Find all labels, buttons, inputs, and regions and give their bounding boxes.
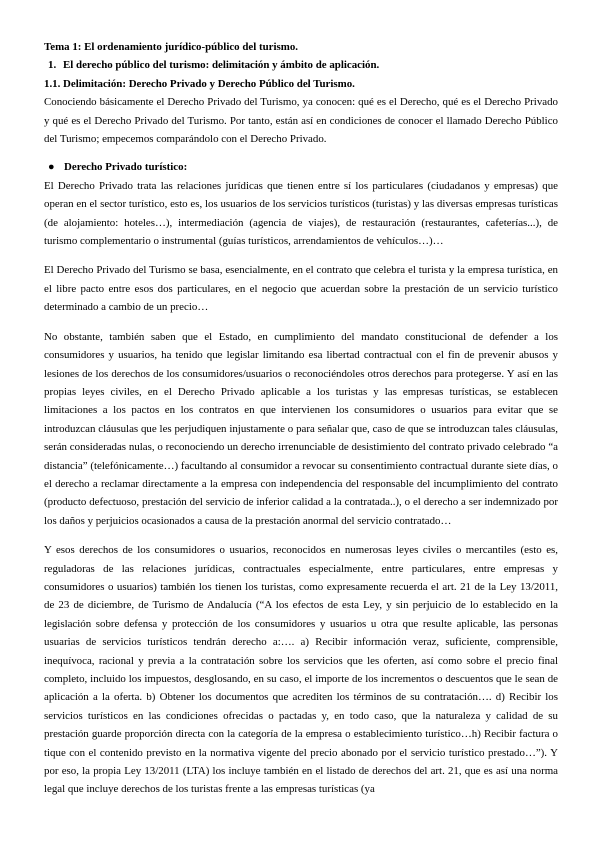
paragraph: El Derecho Privado del Turismo se basa, esencialmente, en el contrato que celebra el turista y la empresa turística, en el libre pacto entre esos dos particulares, en el negocio que acuerdan sobre la prestación de un servicio turístico determinado a cambio de un precio… xyxy=(44,264,558,314)
paragraph: El Derecho Privado trata las relaciones jurídicas que tienen entre sí los particulares (ciudadanos y empresas) que operan en el sector turístico, esto es, los usuarios de los servicios turísticos (turistas) y las diversas empresas turísticas (de alojamiento: hoteles…), intermediación (agencia de viajes), de restauración (restaurantes, cafeterías...), de turismo complementario o instrumental (guías turísticos, arrendamientos de vehículos…)… xyxy=(44,179,558,248)
section-heading-1 xyxy=(48,56,558,74)
subsection-heading: 1.1. Delimitación: Derecho Privado y Derecho Público del Turismo. xyxy=(44,77,355,90)
bullet-heading-text: Derecho Privado turístico: xyxy=(64,161,188,174)
document-page xyxy=(44,38,558,799)
paragraph: No obstante, también saben que el Estado, en cumplimiento del mandato constitucional de defender a los consumidores y usuarios, ha tenido que legislar limitando esa libertad contractual con el fin de prevenir abusos y lesiones de los derechos de los consumidores/usuarios o reconociéndoles otros derechos para protegerse. Y así en las propias leyes civiles, en el Derecho Privado aplicable a los turistas y las empresas turísticas, se establecen limitaciones a los pactos en los contratos en que intervienen los consumidores o usuarios para evitar que se introduzcan cláusulas que les perjudiquen injustamente o para señalar que, caso de que se introduzcan tales cláusulas, serán consideradas nulas, o reconociendo un derecho irrenunciable de desistimiento del contrato privado celebrado “a distancia” (telefónicamente…) facultando al consumidor a revocar su consentimiento contractual durante siete días, o el derecho a reclamar directamente a la empresa con independencia del responsable del incumplimiento del contrato (producto defectuoso, prestación del servicio de inferior calidad a la contratada..), o el derecho a ser indemnizado por los daños y perjuicios ocasionados a causa de la prestación anormal del servicio contratado… xyxy=(44,330,558,527)
section-heading-text: El derecho público del turismo: delimitación y ámbito de aplicación. xyxy=(63,59,380,72)
bullet-heading xyxy=(48,158,558,176)
section-number: 1. xyxy=(48,59,57,72)
paragraph: Y esos derechos de los consumidores o usuarios, reconocidos en numerosas leyes civiles o mercantiles (esto es, reguladoras de las relaciones jurídicas, contractuales especialmente, entre particulares, entre empresas y consumidores o usuarios) también los tienen los turistas, como expresamente recuerda el art. 21 de la Ley 13/2011, de 23 de diciembre, de Turismo de Andalucía (“A los efectos de esta Ley, y sin perjuicio de lo establecido en la legislación sobre defensa y protección de los consumidores y usuarios u otra que resulte aplicable, las personas usuarias de servicios turísticos tendrán derecho a:…. a) Recibir información veraz, suficiente, comprensible, inequívoca, racional y previa a la contratación sobre los servicios que les oferten, así como sobre el precio final completo, incluido los impuestos, desglosando, en su caso, el importe de los incrementos o descuentos que le sean de aplicación a la oferta. b) Obtener los documentos que acrediten los términos de su contratación…. d) Recibir los servicios turísticos en las condiciones ofrecidas o pactadas y, en todo caso, que la naturaleza y calidad de su prestación guarde proporción directa con la categoría de la empresa o establecimiento turístico…h) Recibir factura o tique con el contenido previsto en la normativa vigente del precio abonado por el servicio turístico prestado…”). Y por eso, la propia Ley 13/2011 (LTA) los incluye también en el listado de derechos del art. 21, que es así una norma legal que incluye derechos de los turistas frente a las empresas turísticas (ya xyxy=(44,544,558,796)
intro-paragraph: Conociendo básicamente el Derecho Privado del Turismo, ya conocen: qué es el Derecho, qué es el Derecho Privado y qué es el Derecho Privado del Turismo. Por tanto, están así en condiciones de conocer el llamado Derecho Público del Turismo; empecemos comparándolo con el Derecho Privado. xyxy=(44,96,558,146)
bullet-icon: ● xyxy=(48,161,55,174)
document-title: Tema 1: El ordenamiento jurídico-público del turismo. xyxy=(44,41,299,53)
